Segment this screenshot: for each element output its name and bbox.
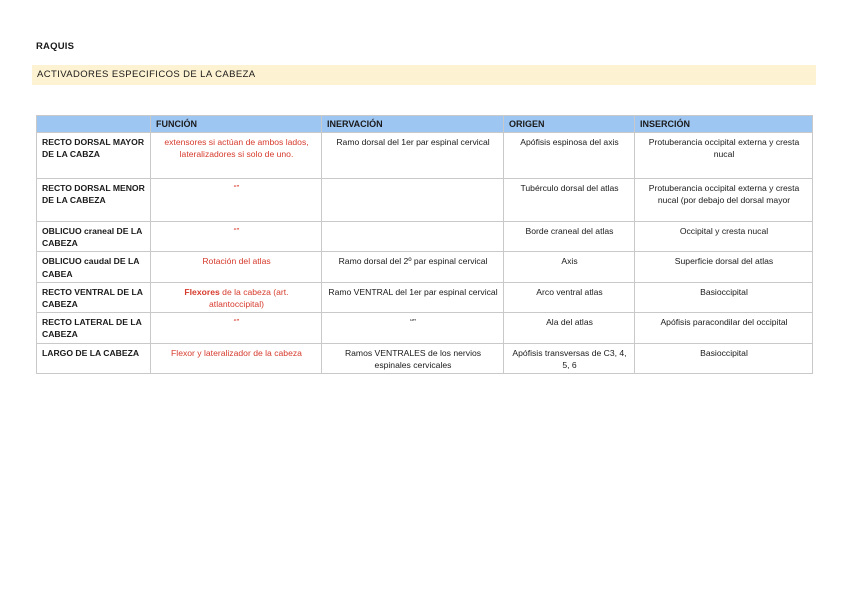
insercion-cell: Apófisis paracondilar del occipital [635,313,813,343]
inervacion-cell [322,179,504,222]
header-insercion: INSERCIÓN [635,116,813,133]
header-funcion: FUNCIÓN [151,116,322,133]
funcion-cell: “” [151,179,322,222]
inervacion-cell: Ramo dorsal del 1er par espinal cervical [322,133,504,179]
table-row [37,222,813,252]
origen-cell: Ala del atlas [504,313,635,343]
insercion-cell: Basioccipital [635,343,813,373]
origen-cell: Borde craneal del atlas [504,222,635,252]
origen-cell: Tubérculo dorsal del atlas [504,179,635,222]
muscle-name: OBLICUO craneal DE LA CABEZA [37,222,151,252]
funcion-cell: “” [151,313,322,343]
table-row [37,179,813,222]
insercion-cell: Occipital y cresta nucal [635,222,813,252]
table-row [37,343,813,373]
header-inervacion: INERVACIÓN [322,116,504,133]
muscle-name: RECTO DORSAL MENOR DE LA CABEZA [37,179,151,222]
insercion-cell: Basioccipital [635,282,813,312]
origen-cell: Apófisis transversas de C3, 4, 5, 6 [504,343,635,373]
muscle-name: RECTO DORSAL MAYOR DE LA CABZA [37,133,151,179]
funcion-cell: Rotación del atlas [151,252,322,282]
muscle-name: OBLICUO caudal DE LA CABEA [37,252,151,282]
origen-cell: Axis [504,252,635,282]
inervacion-cell: Ramos VENTRALES de los nervios espinales cervicales [322,343,504,373]
inervacion-cell [322,222,504,252]
insercion-cell: Superficie dorsal del atlas [635,252,813,282]
table-row [37,252,813,282]
inervacion-cell: Ramo VENTRAL del 1er par espinal cervical [322,282,504,312]
header-origen: ORIGEN [504,116,635,133]
origen-cell: Arco ventral atlas [504,282,635,312]
funcion-cell: Flexor y lateralizador de la cabeza [151,343,322,373]
muscles-table [36,115,813,374]
origen-cell: Apófisis espinosa del axis [504,133,635,179]
section-heading: ACTIVADORES ESPECIFICOS DE LA CABEZA [32,65,816,85]
document-title: RAQUIS [36,41,75,52]
muscle-name: RECTO VENTRAL DE LA CABEZA [37,282,151,312]
table-header-row [37,116,813,133]
insercion-cell: Protuberancia occipital externa y cresta nucal [635,133,813,179]
funcion-cell: extensores si actúan de ambos lados, lateralizadores si solo de uno. [151,133,322,179]
header-corner-cell [37,116,151,133]
inervacion-cell: Ramo dorsal del 2º par espinal cervical [322,252,504,282]
funcion-cell [151,282,322,312]
table-row [37,133,813,179]
table-row [37,282,813,312]
table-row [37,313,813,343]
funcion-cell: “” [151,222,322,252]
muscle-name: LARGO DE LA CABEZA [37,343,151,373]
muscle-name: RECTO LATERAL DE LA CABEZA [37,313,151,343]
insercion-cell: Protuberancia occipital externa y cresta nucal (por debajo del dorsal mayor [635,179,813,222]
funcion-bold-text: Flexores [184,286,220,297]
funcion-text: de la cabeza (art. atlantoccipital) [209,286,289,310]
inervacion-cell: “” [322,313,504,343]
